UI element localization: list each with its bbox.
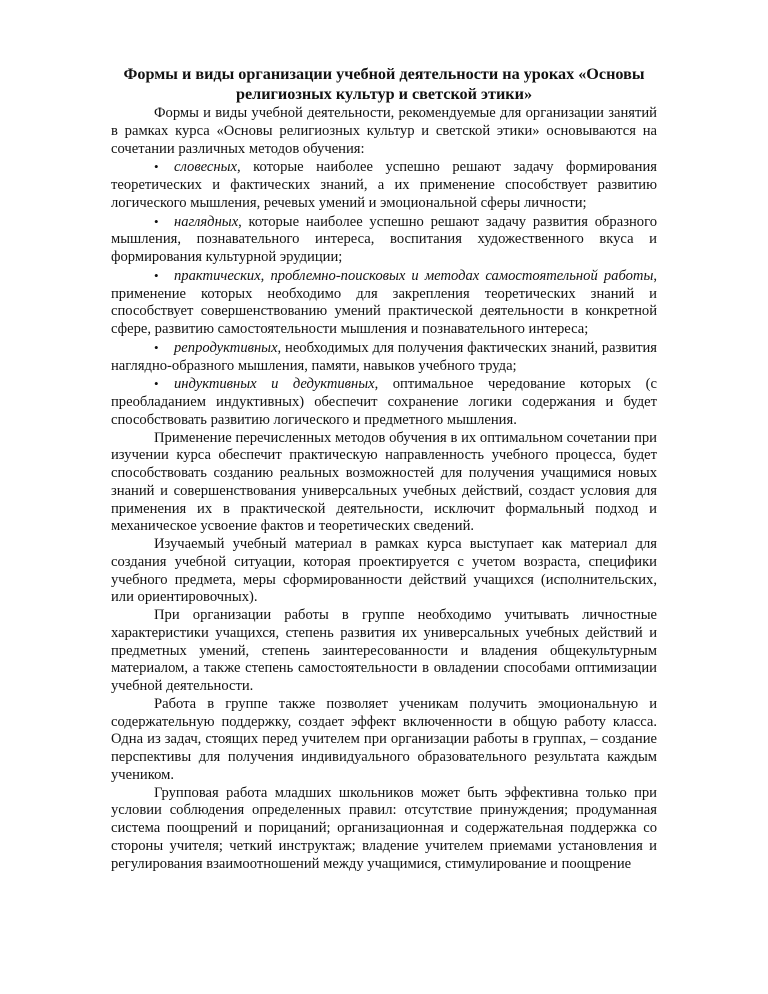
- bullet-icon: [154, 267, 174, 286]
- method-item: [111, 158, 657, 212]
- body-paragraph: Применение перечисленных методов обучения в их оптимальном сочетании при изучении курса обеспечит практическую направленность учебного процесса, будет способствовать созданию реальных возможностей для получения учащимися новых знаний и совершенствования универсальных учебных действий, создаст условия для применения их в практической деятельности, исключит формальный подход и механическое усвоение фактов и теоретических сведений.: [111, 429, 657, 535]
- method-term: репродуктивных: [174, 339, 278, 356]
- method-term: индуктивных и дедуктивных: [174, 376, 375, 393]
- bullet-icon: [154, 339, 174, 358]
- method-term: практических, проблемно-поисковых и методах самостоятельной работы: [174, 267, 654, 284]
- body-paragraph: Групповая работа младших школьников может быть эффективна только при условии соблюдения определенных правил: отсутствие принуждения; продуманная система поощрений и порицаний; организационная и содержательная поддержка со стороны учителя; четкий инструктаж; владение учителем приемами установления и регулирования взаимоотношений между учащимися, стимулирование и поощрение: [111, 784, 657, 872]
- method-text: , которые наиболее успешно решают задачу развития образного мышления, познавательного интереса, воспитания художественного вкуса и формирования культурной эрудиции;: [111, 213, 657, 265]
- document-page: [111, 64, 657, 873]
- method-term: словесных: [174, 159, 238, 176]
- bullet-icon: [154, 213, 174, 232]
- method-item: [111, 339, 657, 376]
- body-paragraph: Изучаемый учебный материал в рамках курса выступает как материал для создания учебной ситуации, которая проектируется с учетом возраста, специфики учебного предмета, меры сформированности действий учащихся (исполнительских, или ориентировочных).: [111, 536, 657, 606]
- bullet-icon: [154, 158, 174, 177]
- method-text: , необходимых для получения фактических знаний, развития наглядно-образного мышления, памяти, навыков учебного труда;: [111, 339, 657, 374]
- method-item: [111, 375, 657, 429]
- intro-paragraph: Формы и виды учебной деятельности, рекомендуемые для организации занятий в рамках курса «Основы религиозных культур и светской этики» основываются на сочетании различных методов обучения:: [111, 105, 657, 157]
- method-text: , которые наиболее успешно решают задачу формирования теоретических и фактических знаний, а их применение способствует развитию логического мышления, речевых умений и эмоциональной сферы личности;: [111, 159, 657, 211]
- document-title: Формы и виды организации учебной деятельности на уроках «Основы религиозных культур и светской этики»: [123, 65, 645, 103]
- method-text: , оптимальное чередование которых (с преобладанием индуктивных) обеспечит сохранение логики содержания и будет способствовать развитию логического и предметного мышления.: [111, 376, 658, 428]
- method-item: [111, 267, 657, 339]
- method-item: [111, 213, 657, 267]
- bullet-icon: [154, 375, 174, 394]
- method-term: наглядных: [174, 213, 239, 230]
- method-text: , применение которых необходимо для закрепления теоретических знаний и способствует совершенствованию умений практической деятельности в конкретной сфере, развитию самостоятельности мышления и познавательного интереса;: [111, 267, 657, 337]
- body-paragraph: При организации работы в группе необходимо учитывать личностные характеристики учащихся, степень развития их универсальных учебных действий и предметных умений, степень заинтересованности и владения общекультурным материалом, а также степень самостоятельности в овладении способами оптимизации учебной деятельности.: [111, 607, 657, 694]
- body-paragraph: Работа в группе также позволяет ученикам получить эмоциональную и содержательную поддержку, создает эффект включенности в общую работу класса. Одна из задач, стоящих перед учителем при организации работы в группах, – создание перспективы для получения индивидуального образовательного результата каждым учеником.: [111, 695, 657, 783]
